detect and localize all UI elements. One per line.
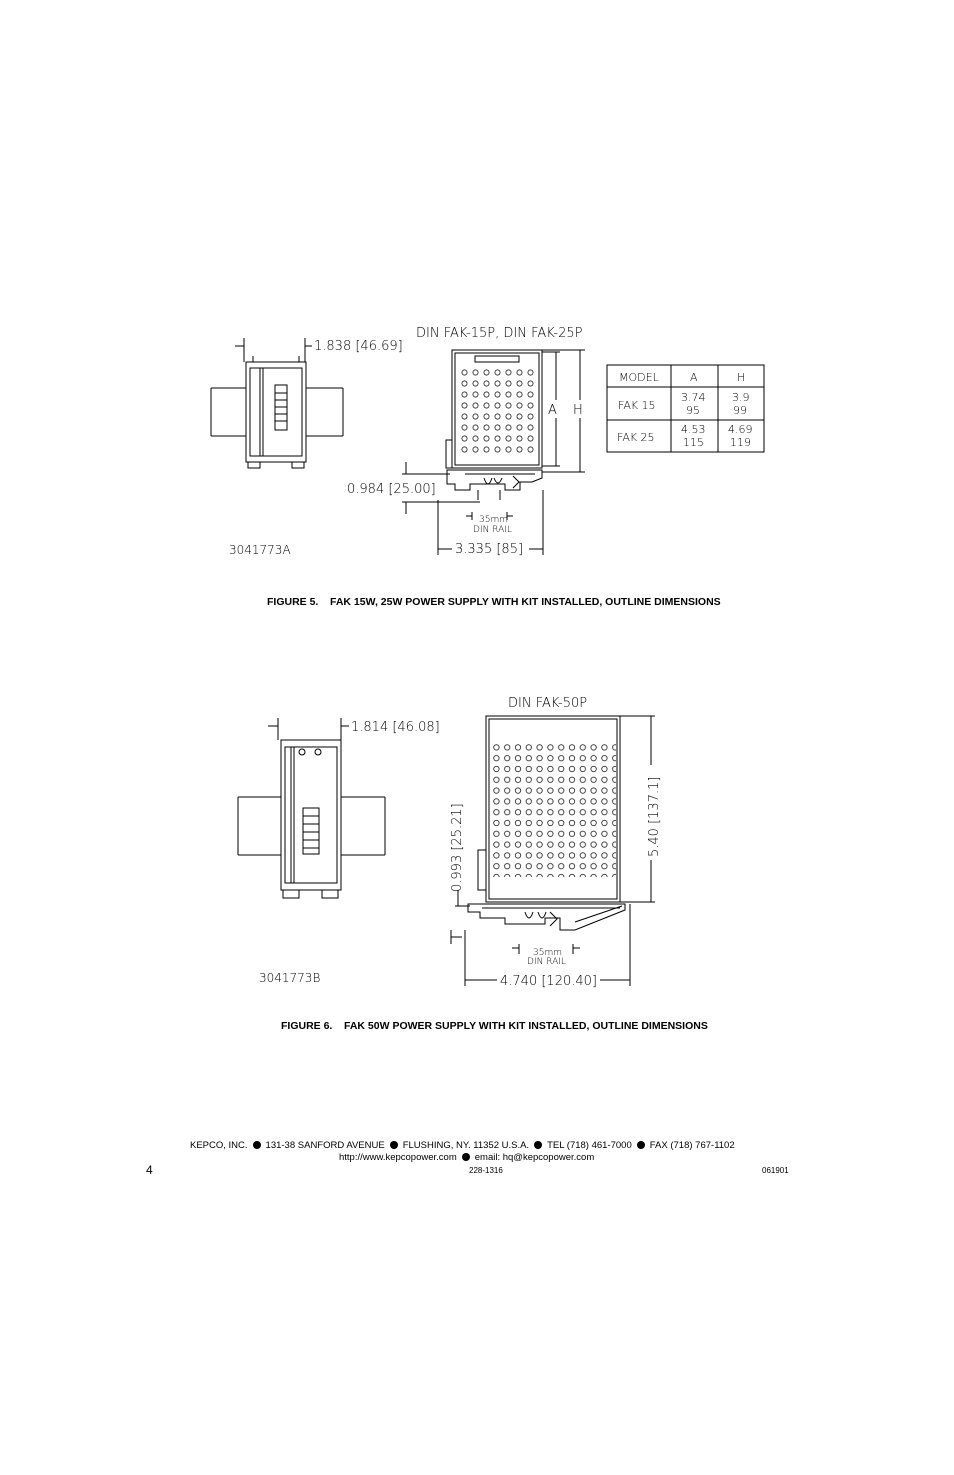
figure6-width-dimension: 1.814 [46.08] (351, 720, 440, 735)
figure6-rail-offset-dimension: 0.993 [25.21] (450, 803, 465, 892)
footer-email-link[interactable]: email: hq@kepcopower.com (474, 1152, 595, 1163)
figure6-height-dimension: 5.40 [137.1] (647, 776, 662, 857)
figure6-title: DIN FAK-50P (508, 696, 588, 711)
footer-web-link[interactable]: http://www.kepcopower.com (339, 1152, 457, 1163)
figure5-drawing-number: 3041773A (229, 543, 291, 557)
figure5-caption-text: FAK 15W, 25W POWER SUPPLY WITH KIT INSTALLED, OUTLINE DIMENSIONS (330, 596, 721, 608)
table-row2-h-in: 4.69 (728, 423, 753, 436)
date-code: 061901 (762, 1166, 789, 1175)
figure6-caption-text: FAK 50W POWER SUPPLY WITH KIT INSTALLED, OUTLINE DIMENSIONS (344, 1020, 708, 1032)
figure6-front-view (451, 716, 655, 986)
figure5-rail-label-size: 35mm (479, 515, 508, 525)
page-number: 4 (146, 1163, 153, 1177)
figure6-rail-label-size: 35mm (533, 948, 562, 958)
bullet-icon (462, 1153, 470, 1161)
footer-contact-line (339, 1152, 594, 1163)
figure6-side-view (238, 718, 385, 898)
table-row2-model: FAK 25 (617, 431, 655, 444)
footer-city: FLUSHING, NY. 11352 U.S.A. (402, 1140, 530, 1151)
figure5-caption-number: FIGURE 5. (267, 596, 319, 608)
figure6-depth-dimension: 4.740 [120.40] (500, 974, 597, 989)
table-row2-a-in: 4.53 (681, 423, 706, 436)
figure6-caption-number: FIGURE 6. (281, 1020, 333, 1032)
figure6-rail-label-name: DIN RAIL (527, 957, 566, 967)
bullet-icon (390, 1141, 398, 1149)
table-row2-h-mm: 119 (730, 436, 751, 449)
figure5-title: DIN FAK-15P, DIN FAK-25P (416, 326, 583, 341)
figure6-drawing (238, 716, 655, 986)
bullet-icon (534, 1141, 542, 1149)
footer-tel: TEL (718) 461-7000 (547, 1140, 632, 1151)
document-number: 228-1316 (469, 1166, 503, 1175)
figure5-rail-offset-dimension: 0.984 [25.00] (347, 482, 436, 497)
table-row1-model: FAK 15 (618, 399, 656, 412)
figure6-drawing-number: 3041773B (259, 971, 321, 985)
table-header-model: MODEL (619, 371, 659, 384)
figure5-caption (267, 596, 721, 608)
table-header-h: H (737, 371, 746, 384)
footer-fax: FAX (718) 767-1102 (649, 1140, 735, 1151)
table-row1-h-mm: 99 (733, 404, 747, 417)
footer-address: 131-38 SANFORD AVENUE (265, 1140, 385, 1151)
bullet-icon (253, 1141, 261, 1149)
bullet-icon (637, 1141, 645, 1149)
table-row1-a-in: 3.74 (681, 391, 706, 404)
figure5-rail-label-name: DIN RAIL (473, 525, 512, 535)
figure5-dim-h: H (573, 403, 583, 418)
figure5-side-view (211, 338, 343, 468)
figure5-depth-dimension: 3.335 [85] (455, 542, 524, 557)
footer-company: KEPCO, INC. (190, 1140, 248, 1151)
footer-address-line (190, 1140, 735, 1151)
table-row1-h-in: 3.9 (732, 391, 750, 404)
table-header-a: A (690, 371, 698, 384)
table-row2-a-mm: 115 (683, 436, 704, 449)
figure5-dim-a: A (548, 403, 557, 418)
table-row1-a-mm: 95 (686, 404, 700, 417)
figure6-caption (281, 1020, 708, 1032)
figure5-width-dimension: 1.838 [46.69] (314, 339, 403, 354)
